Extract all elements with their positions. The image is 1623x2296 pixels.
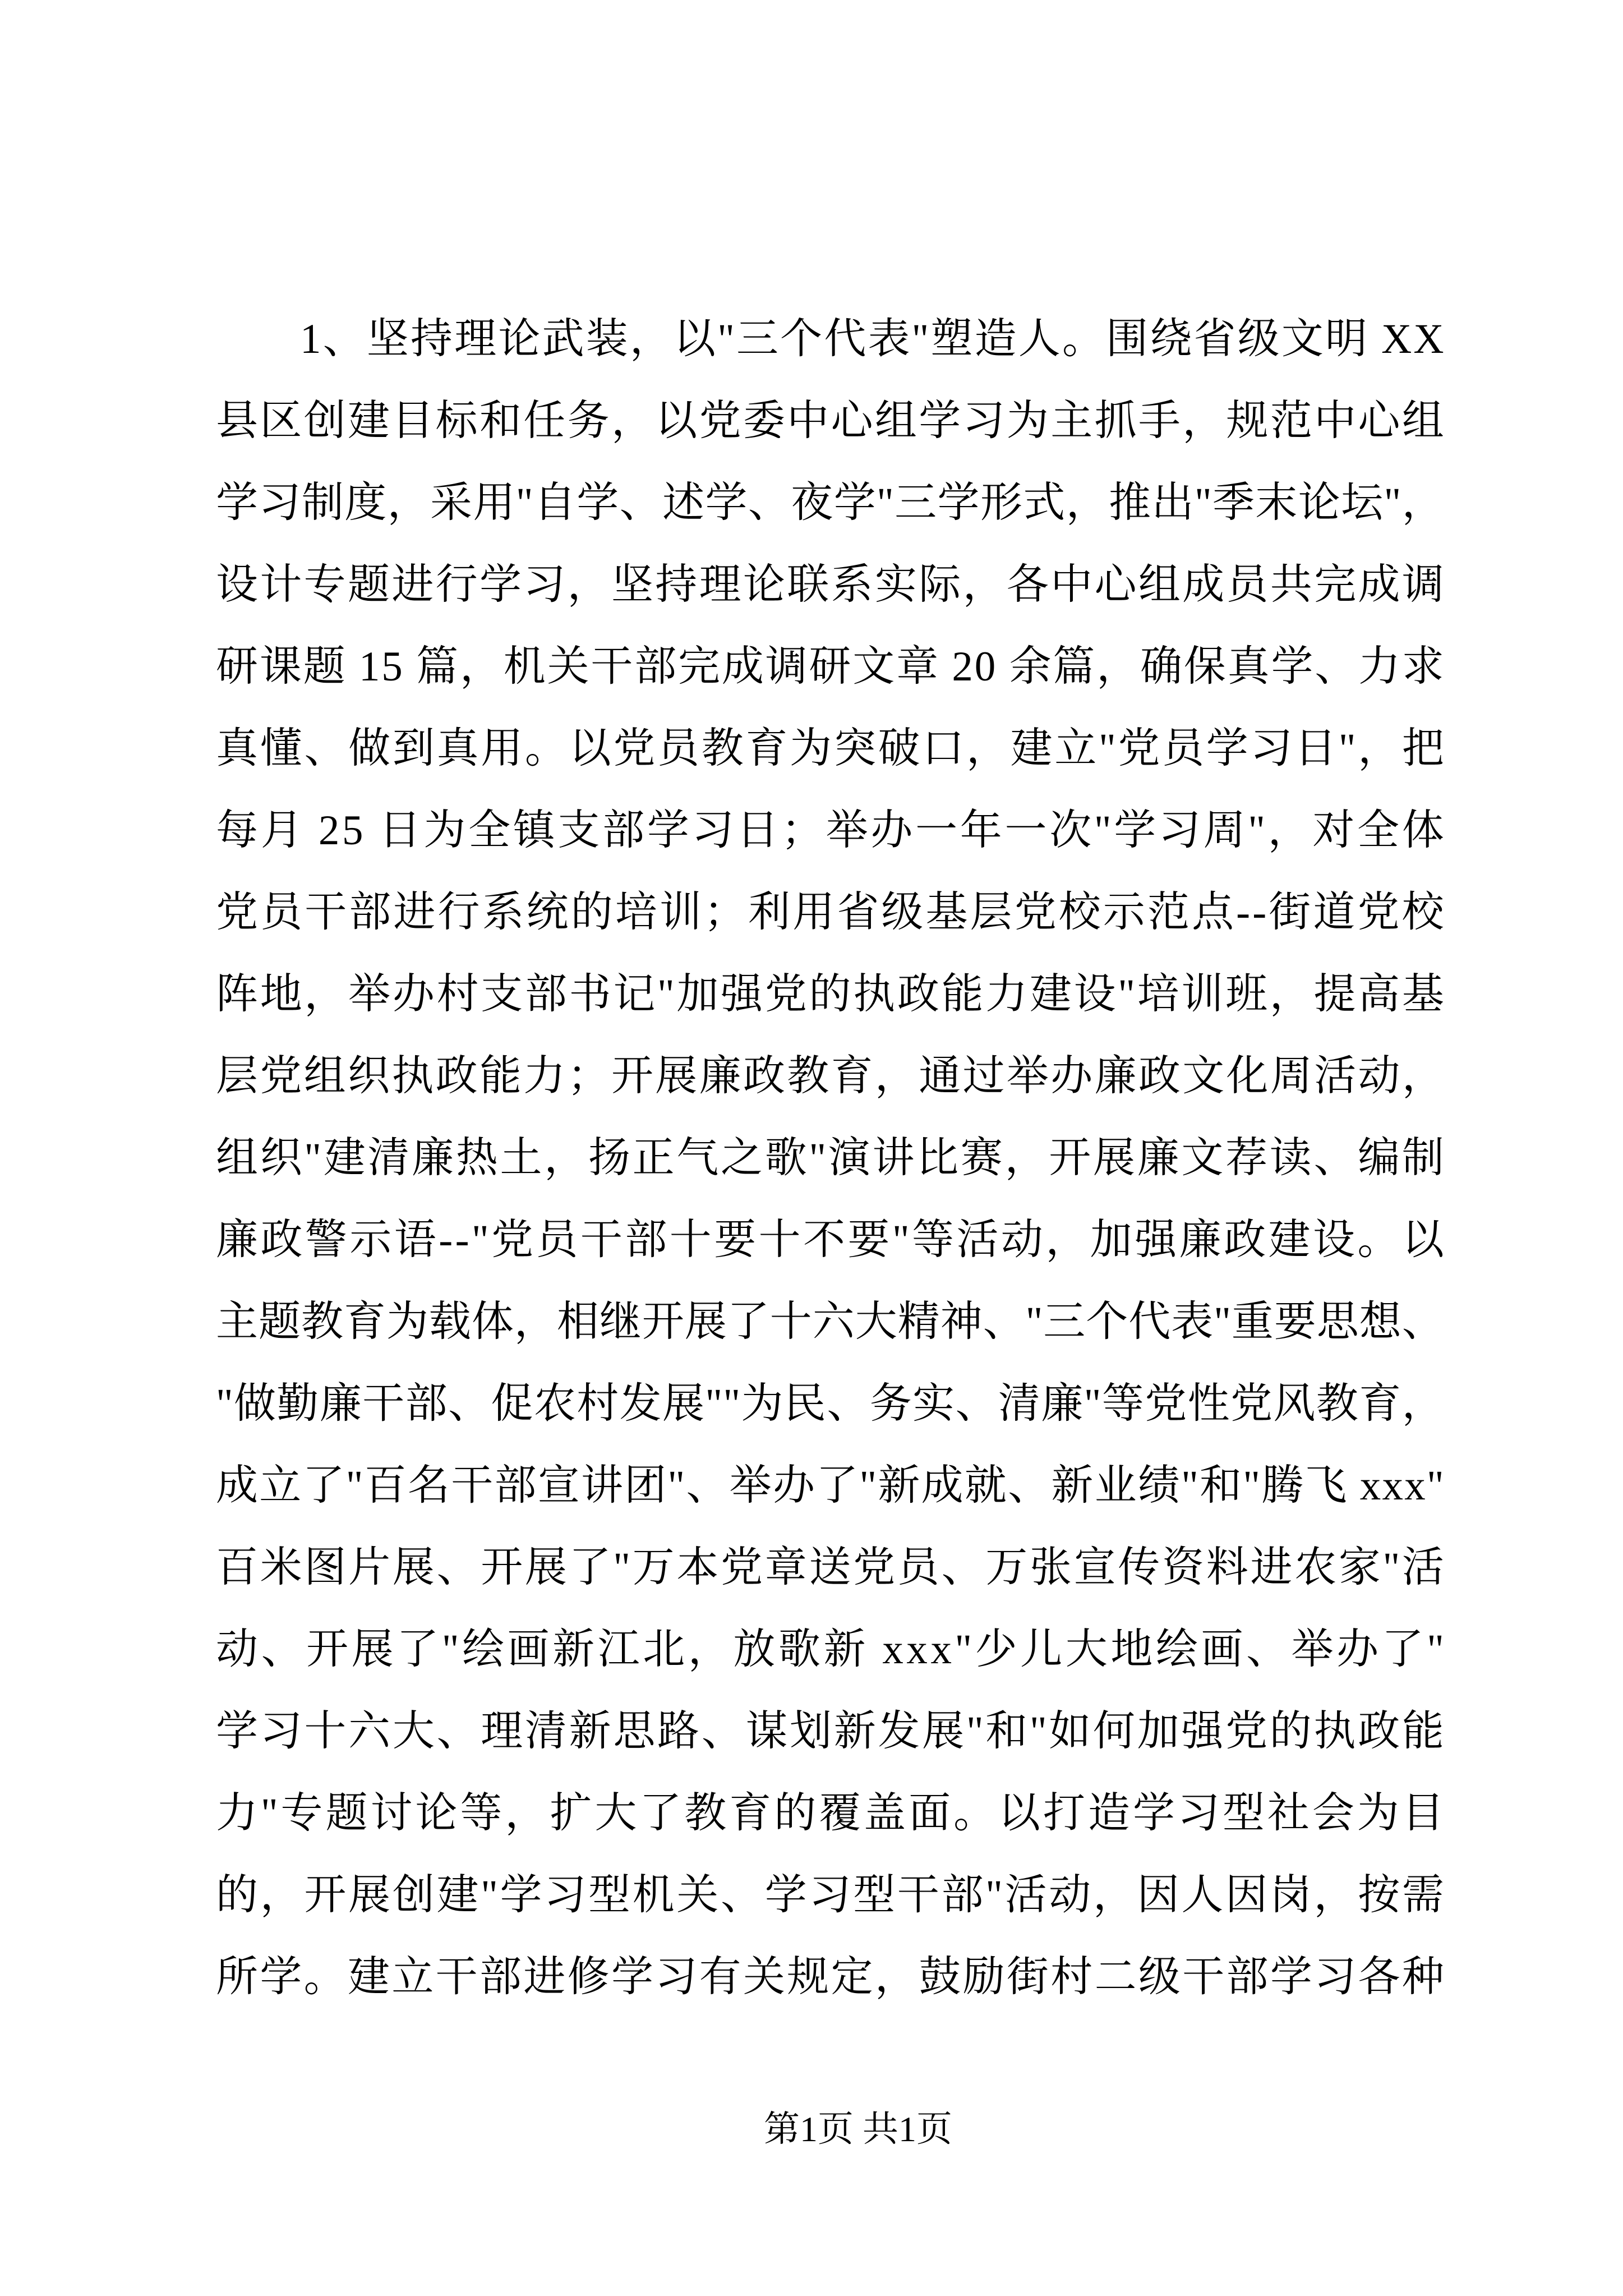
paragraph-line: 学 习 制 度 ， 采 用 " 自 学 、 述 学 、 夜 学 " 三 学 形 式 ， 推 出 " 季 末 论 坛 " ， [216,480,1444,526]
page-footer: 第1页 共1页 [764,2109,952,2149]
paragraph-line: 每 月 2 5 日 为 全 镇 支 部 学 习 日 ； 举 办 一 年 一 次 " 学 习 周 " ， 对 全 体 [216,807,1444,854]
body-paragraph [216,298,1444,2018]
paragraph-line: 百 米 图 片 展 、 开 展 了 " 万 本 党 章 送 党 员 、 万 张 宣 传 资 料 进 农 家 " 活 [216,1544,1444,1591]
paragraph-line: 成 立 了 " 百 名 干 部 宣 讲 团 " 、 举 办 了 " 新 成 就 、 新 业 绩 " 和 " 腾 飞 x x x " [216,1462,1444,1509]
paragraph-line: 设 计 专 题 进 行 学 习 ， 坚 持 理 论 联 系 实 际 ， 各 中 心 组 成 员 共 完 成 调 [216,562,1444,608]
paragraph-line: 研 课 题 1 5 篇 ， 机 关 干 部 完 成 调 研 文 章 2 0 余 篇 ， 确 保 真 学 、 力 求 [216,643,1444,690]
paragraph-line: 力 " 专 题 讨 论 等 ， 扩 大 了 教 育 的 覆 盖 面 。 以 打 造 学 习 型 社 会 为 目 [216,1790,1444,1837]
paragraph-line: 真 懂 、 做 到 真 用 。 以 党 员 教 育 为 突 破 口 ， 建 立 " 党 员 学 习 日 " ， 把 [216,725,1444,772]
paragraph-line: 县 区 创 建 目 标 和 任 务 ， 以 党 委 中 心 组 学 习 为 主 抓 手 ， 规 范 中 心 组 [216,398,1444,444]
paragraph-line: 层 党 组 织 执 政 能 力 ； 开 展 廉 政 教 育 ， 通 过 举 办 廉 政 文 化 周 活 动 ， [216,1053,1444,1099]
paragraph-line: 动 、 开 展 了 " 绘 画 新 江 北 ， 放 歌 新 x x x " 少 儿 大 地 绘 画 、 举 办 了 " [216,1626,1444,1673]
paragraph-line: 所 学 。 建 立 干 部 进 修 学 习 有 关 规 定 ， 鼓 励 街 村 二 级 干 部 学 习 各 种 [216,1954,1444,2000]
paragraph-line: 主 题 教 育 为 载 体 ， 相 继 开 展 了 十 六 大 精 神 、 " 三 个 代 表 " 重 要 思 想 、 [216,1299,1444,1345]
paragraph-line: 阵 地 ， 举 办 村 支 部 书 记 " 加 强 党 的 执 政 能 力 建 设 " 培 训 班 ， 提 高 基 [216,971,1444,1018]
paragraph-line: " 做 勤 廉 干 部 、 促 农 村 发 展 " " 为 民 、 务 实 、 清 廉 " 等 党 性 党 风 教 育 ， [216,1381,1444,1427]
paragraph-line: 学 习 十 六 大 、 理 清 新 思 路 、 谋 划 新 发 展 " 和 " 如 何 加 强 党 的 执 政 能 [216,1708,1444,1755]
paragraph-line: 党 员 干 部 进 行 系 统 的 培 训 ； 利 用 省 级 基 层 党 校 示 范 点 - - 街 道 党 校 [216,889,1444,936]
paragraph-line: 1 、 坚 持 理 论 武 装 ， 以 " 三 个 代 表 " 塑 造 人 。 围 绕 省 级 文 明 X X [300,316,1444,362]
paragraph-line: 组 织 " 建 清 廉 热 土 ， 扬 正 气 之 歌 " 演 讲 比 赛 ， 开 展 廉 文 荐 读 、 编 制 [216,1135,1444,1181]
paragraph-line: 的 ， 开 展 创 建 " 学 习 型 机 关 、 学 习 型 干 部 " 活 动 ， 因 人 因 岗 ， 按 需 [216,1872,1444,1918]
paragraph-line: 廉 政 警 示 语 - - " 党 员 干 部 十 要 十 不 要 " 等 活 动 ， 加 强 廉 政 建 设 。 以 [216,1217,1444,1263]
